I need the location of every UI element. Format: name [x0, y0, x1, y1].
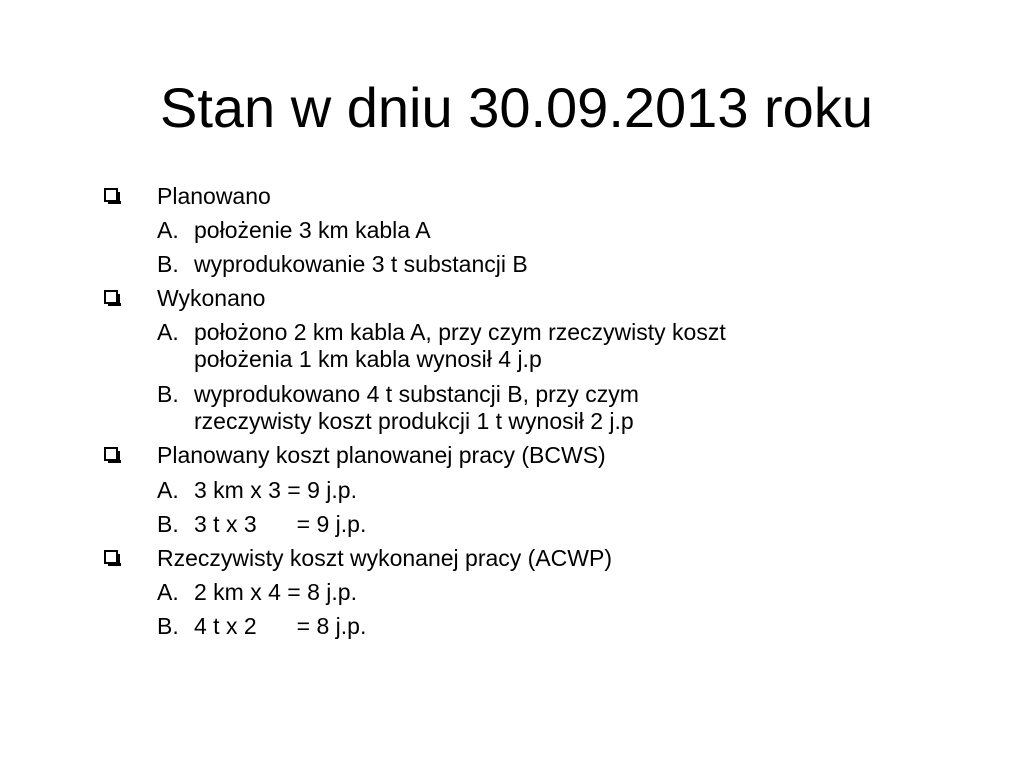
item-text: wyprodukowanie 3 t substancji B: [194, 251, 528, 277]
item-marker: A.: [157, 477, 179, 503]
checkbox-bullet-icon: [104, 550, 118, 564]
item-marker: B.: [157, 381, 179, 407]
section-label: Planowano: [157, 183, 271, 209]
item-marker: A.: [157, 319, 179, 345]
item-marker: B.: [157, 613, 179, 639]
item-text: [194, 510, 366, 538]
checkbox-bullet-icon: [104, 188, 118, 202]
item-text: [194, 612, 366, 640]
item-marker: B.: [157, 511, 179, 537]
item-text: położono 2 km kabla A, przy czym rzeczywisty koszt: [194, 319, 726, 345]
item-text: położenia 1 km kabla wynosił 4 j.p: [194, 346, 542, 372]
item-text-part: = 9 j.p.: [296, 511, 367, 537]
item-text: wyprodukowano 4 t substancji B, przy czym: [194, 381, 639, 407]
section-label: Wykonano: [157, 285, 266, 311]
item-text-part: 4 t x 2: [194, 613, 257, 639]
section-label: Rzeczywisty koszt wykonanej pracy (ACWP): [157, 545, 612, 571]
item-text: położenie 3 km kabla A: [194, 217, 431, 243]
item-marker: A.: [157, 217, 179, 243]
section-label: Planowany koszt planowanej pracy (BCWS): [157, 442, 606, 468]
item-marker: B.: [157, 251, 179, 277]
checkbox-bullet-icon: [104, 290, 118, 304]
item-text: 3 km x 3 = 9 j.p.: [194, 477, 357, 503]
item-text: rzeczywisty koszt produkcji 1 t wynosił 2 j.p: [194, 408, 634, 434]
item-text-part: 3 t x 3: [194, 511, 257, 537]
page-title: Stan w dniu 30.09.2013 roku: [160, 76, 873, 139]
item-marker: A.: [157, 579, 179, 605]
item-text: 2 km x 4 = 8 j.p.: [194, 579, 357, 605]
item-text-part: = 8 j.p.: [296, 613, 367, 639]
checkbox-bullet-icon: [104, 447, 118, 461]
